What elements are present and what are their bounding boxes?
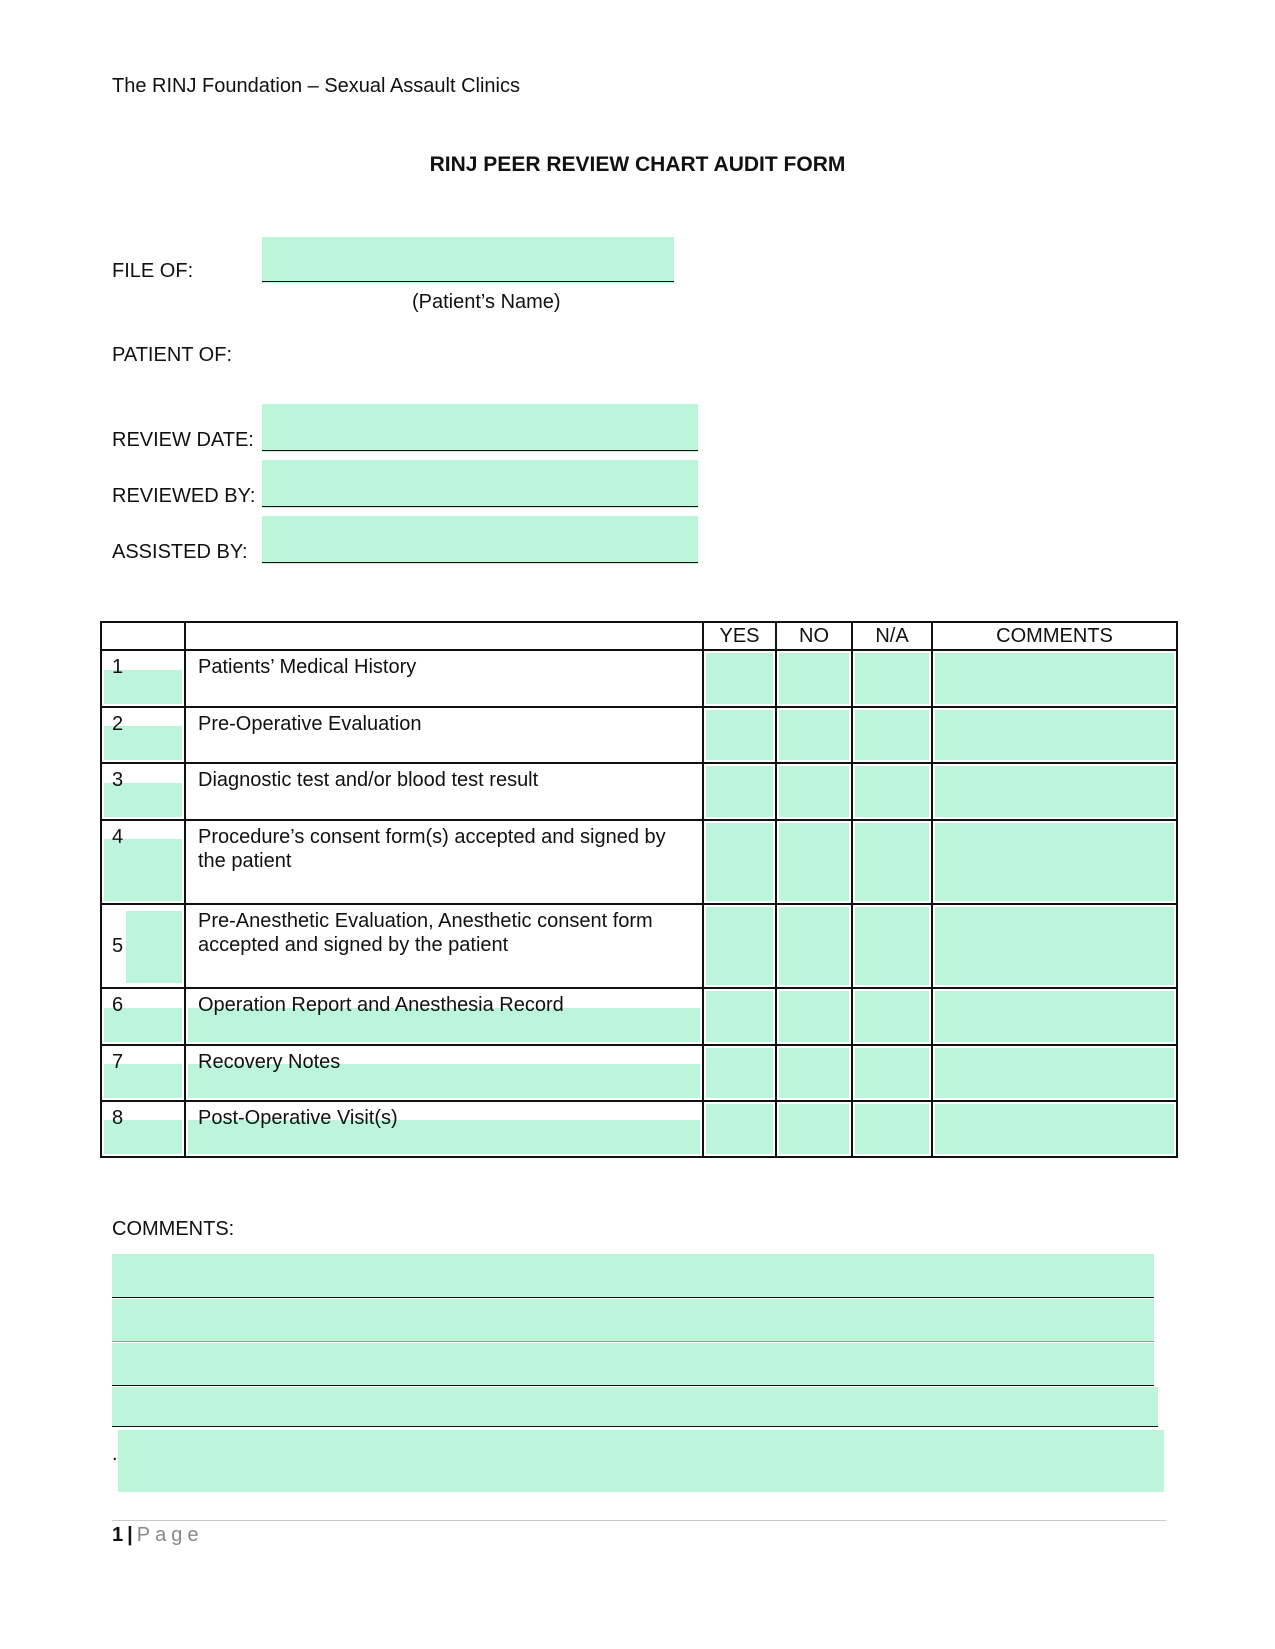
comment-fill (935, 653, 1174, 704)
na-fill (855, 907, 929, 985)
no-cell[interactable] (776, 820, 852, 904)
table-row (101, 1045, 1177, 1101)
yes-cell[interactable] (703, 904, 776, 988)
audit-table (100, 621, 1178, 1158)
row-number: 6 (112, 994, 124, 1016)
row-item-cell[interactable] (185, 1101, 703, 1157)
row-item-cell[interactable] (185, 1045, 703, 1101)
header-no: NO (776, 622, 852, 650)
table-row (101, 650, 1177, 707)
comment-underline-4 (112, 1426, 1158, 1427)
comment-fill (935, 1104, 1174, 1154)
header-na: N/A (852, 622, 932, 650)
no-cell[interactable] (776, 707, 852, 763)
row-number-cell[interactable] (101, 988, 185, 1045)
comment-underline-2 (112, 1341, 1154, 1342)
row-number-cell[interactable] (101, 707, 185, 763)
yes-fill (706, 766, 773, 817)
na-fill (855, 1104, 929, 1154)
na-cell[interactable] (852, 820, 932, 904)
yes-cell[interactable] (703, 1101, 776, 1157)
comment-fill (935, 991, 1174, 1042)
comment-cell[interactable] (932, 1045, 1177, 1101)
table-row (101, 1101, 1177, 1157)
table-row (101, 707, 1177, 763)
table-row (101, 904, 1177, 988)
assisted-by-label: ASSISTED BY: (112, 541, 248, 563)
no-cell[interactable] (776, 904, 852, 988)
row-number: 3 (112, 769, 124, 791)
na-cell[interactable] (852, 904, 932, 988)
header-yes: YES (703, 622, 776, 650)
comment-end-mark: . (112, 1443, 118, 1465)
row-item: Pre-Operative Evaluation (198, 713, 422, 735)
header-number-cell (101, 622, 185, 650)
yes-fill (706, 823, 773, 901)
yes-cell[interactable] (703, 763, 776, 820)
na-fill (855, 710, 929, 760)
assisted-by-field[interactable] (262, 516, 698, 564)
document-header: The RINJ Foundation – Sexual Assault Clinics (112, 75, 520, 97)
comment-extra-field[interactable] (118, 1430, 1164, 1492)
na-fill (855, 653, 929, 704)
no-fill (779, 653, 849, 704)
row-item-cell (185, 763, 703, 820)
file-of-underline (262, 281, 674, 282)
yes-cell[interactable] (703, 988, 776, 1045)
page-footer (112, 1523, 203, 1547)
row-number: 1 (112, 656, 124, 678)
review-date-underline (262, 450, 698, 451)
table-row (101, 820, 1177, 904)
row-item-cell (185, 820, 703, 904)
table-row (101, 988, 1177, 1045)
yes-fill (706, 907, 773, 985)
na-fill (855, 1048, 929, 1098)
number-fill (126, 911, 182, 983)
page-separator: | (127, 1524, 133, 1546)
row-item: Operation Report and Anesthesia Record (198, 994, 564, 1016)
row-number: 4 (112, 826, 124, 848)
comments-label: COMMENTS: (112, 1218, 235, 1240)
na-fill (855, 766, 929, 817)
no-fill (779, 1048, 849, 1098)
row-number: 8 (112, 1107, 124, 1129)
no-fill (779, 766, 849, 817)
row-item: Procedure’s consent form(s) accepted and signed by the patient (198, 826, 666, 872)
no-cell[interactable] (776, 763, 852, 820)
row-number-cell[interactable] (101, 1045, 185, 1101)
row-number-cell[interactable] (101, 904, 185, 988)
table-header-row (101, 622, 1177, 650)
footer-rule (112, 1520, 1166, 1521)
na-fill (855, 991, 929, 1042)
na-cell[interactable] (852, 1045, 932, 1101)
row-item: Diagnostic test and/or blood test result (198, 769, 539, 791)
row-number: 2 (112, 713, 124, 735)
form-title: RINJ PEER REVIEW CHART AUDIT FORM (429, 153, 846, 176)
na-cell[interactable] (852, 1101, 932, 1157)
yes-cell[interactable] (703, 1045, 776, 1101)
header-comments: COMMENTS (932, 622, 1177, 650)
header-item-cell (185, 622, 703, 650)
comment-cell[interactable] (932, 1101, 1177, 1157)
file-of-caption: (Patient’s Name) (412, 291, 561, 313)
comment-fill (935, 766, 1174, 817)
comment-fill (935, 1048, 1174, 1098)
no-fill (779, 710, 849, 760)
comment-cell[interactable] (932, 904, 1177, 988)
comment-fill (935, 710, 1174, 760)
row-item-cell (185, 650, 703, 707)
row-item: Post-Operative Visit(s) (198, 1107, 398, 1129)
row-item: Pre-Anesthetic Evaluation, Anesthetic consent form accepted and signed by the patient (198, 910, 653, 956)
no-fill (779, 1104, 849, 1154)
reviewed-by-field[interactable] (262, 460, 698, 508)
yes-fill (706, 710, 773, 760)
reviewed-by-label: REVIEWED BY: (112, 485, 256, 507)
comment-cell[interactable] (932, 707, 1177, 763)
na-cell[interactable] (852, 707, 932, 763)
na-cell[interactable] (852, 650, 932, 707)
yes-cell[interactable] (703, 650, 776, 707)
review-date-field[interactable] (262, 404, 698, 452)
comment-cell[interactable] (932, 763, 1177, 820)
comment-cell[interactable] (932, 988, 1177, 1045)
comment-cell[interactable] (932, 650, 1177, 707)
row-item: Recovery Notes (198, 1051, 341, 1073)
comment-line-1[interactable] (112, 1254, 1154, 1298)
yes-fill (706, 991, 773, 1042)
reviewed-by-underline (262, 506, 698, 507)
row-item-cell (185, 707, 703, 763)
comment-underline-3 (112, 1385, 1154, 1386)
yes-fill (706, 1048, 773, 1098)
page-word: Page (136, 1524, 204, 1546)
no-fill (779, 991, 849, 1042)
comment-line-4[interactable] (112, 1387, 1158, 1427)
assisted-by-underline (262, 562, 698, 563)
no-cell[interactable] (776, 1101, 852, 1157)
no-cell[interactable] (776, 650, 852, 707)
yes-fill (706, 653, 773, 704)
row-item-cell[interactable] (185, 988, 703, 1045)
table-row (101, 763, 1177, 820)
page-number: 1 (112, 1524, 124, 1546)
na-cell[interactable] (852, 988, 932, 1045)
row-number-cell[interactable] (101, 650, 185, 707)
no-cell[interactable] (776, 1045, 852, 1101)
comment-line-2[interactable] (112, 1299, 1154, 1342)
row-number-cell[interactable] (101, 820, 185, 904)
row-item: Patients’ Medical History (198, 656, 417, 678)
yes-fill (706, 1104, 773, 1154)
comment-cell[interactable] (932, 820, 1177, 904)
no-cell[interactable] (776, 988, 852, 1045)
file-of-field[interactable] (262, 237, 674, 283)
no-fill (779, 907, 849, 985)
yes-cell[interactable] (703, 820, 776, 904)
comment-line-3[interactable] (112, 1343, 1154, 1386)
comment-fill (935, 823, 1174, 901)
comment-fill (935, 907, 1174, 985)
number-fill (104, 839, 182, 901)
row-number: 7 (112, 1051, 124, 1073)
row-number-cell[interactable] (101, 1101, 185, 1157)
row-item-cell (185, 904, 703, 988)
no-fill (779, 823, 849, 901)
review-date-label: REVIEW DATE: (112, 429, 254, 451)
row-number-cell[interactable] (101, 763, 185, 820)
na-fill (855, 823, 929, 901)
comment-underline-1 (112, 1297, 1154, 1298)
row-number: 5 (112, 935, 124, 957)
file-of-label: FILE OF: (112, 260, 194, 282)
yes-cell[interactable] (703, 707, 776, 763)
patient-of-label: PATIENT OF: (112, 344, 233, 366)
na-cell[interactable] (852, 763, 932, 820)
